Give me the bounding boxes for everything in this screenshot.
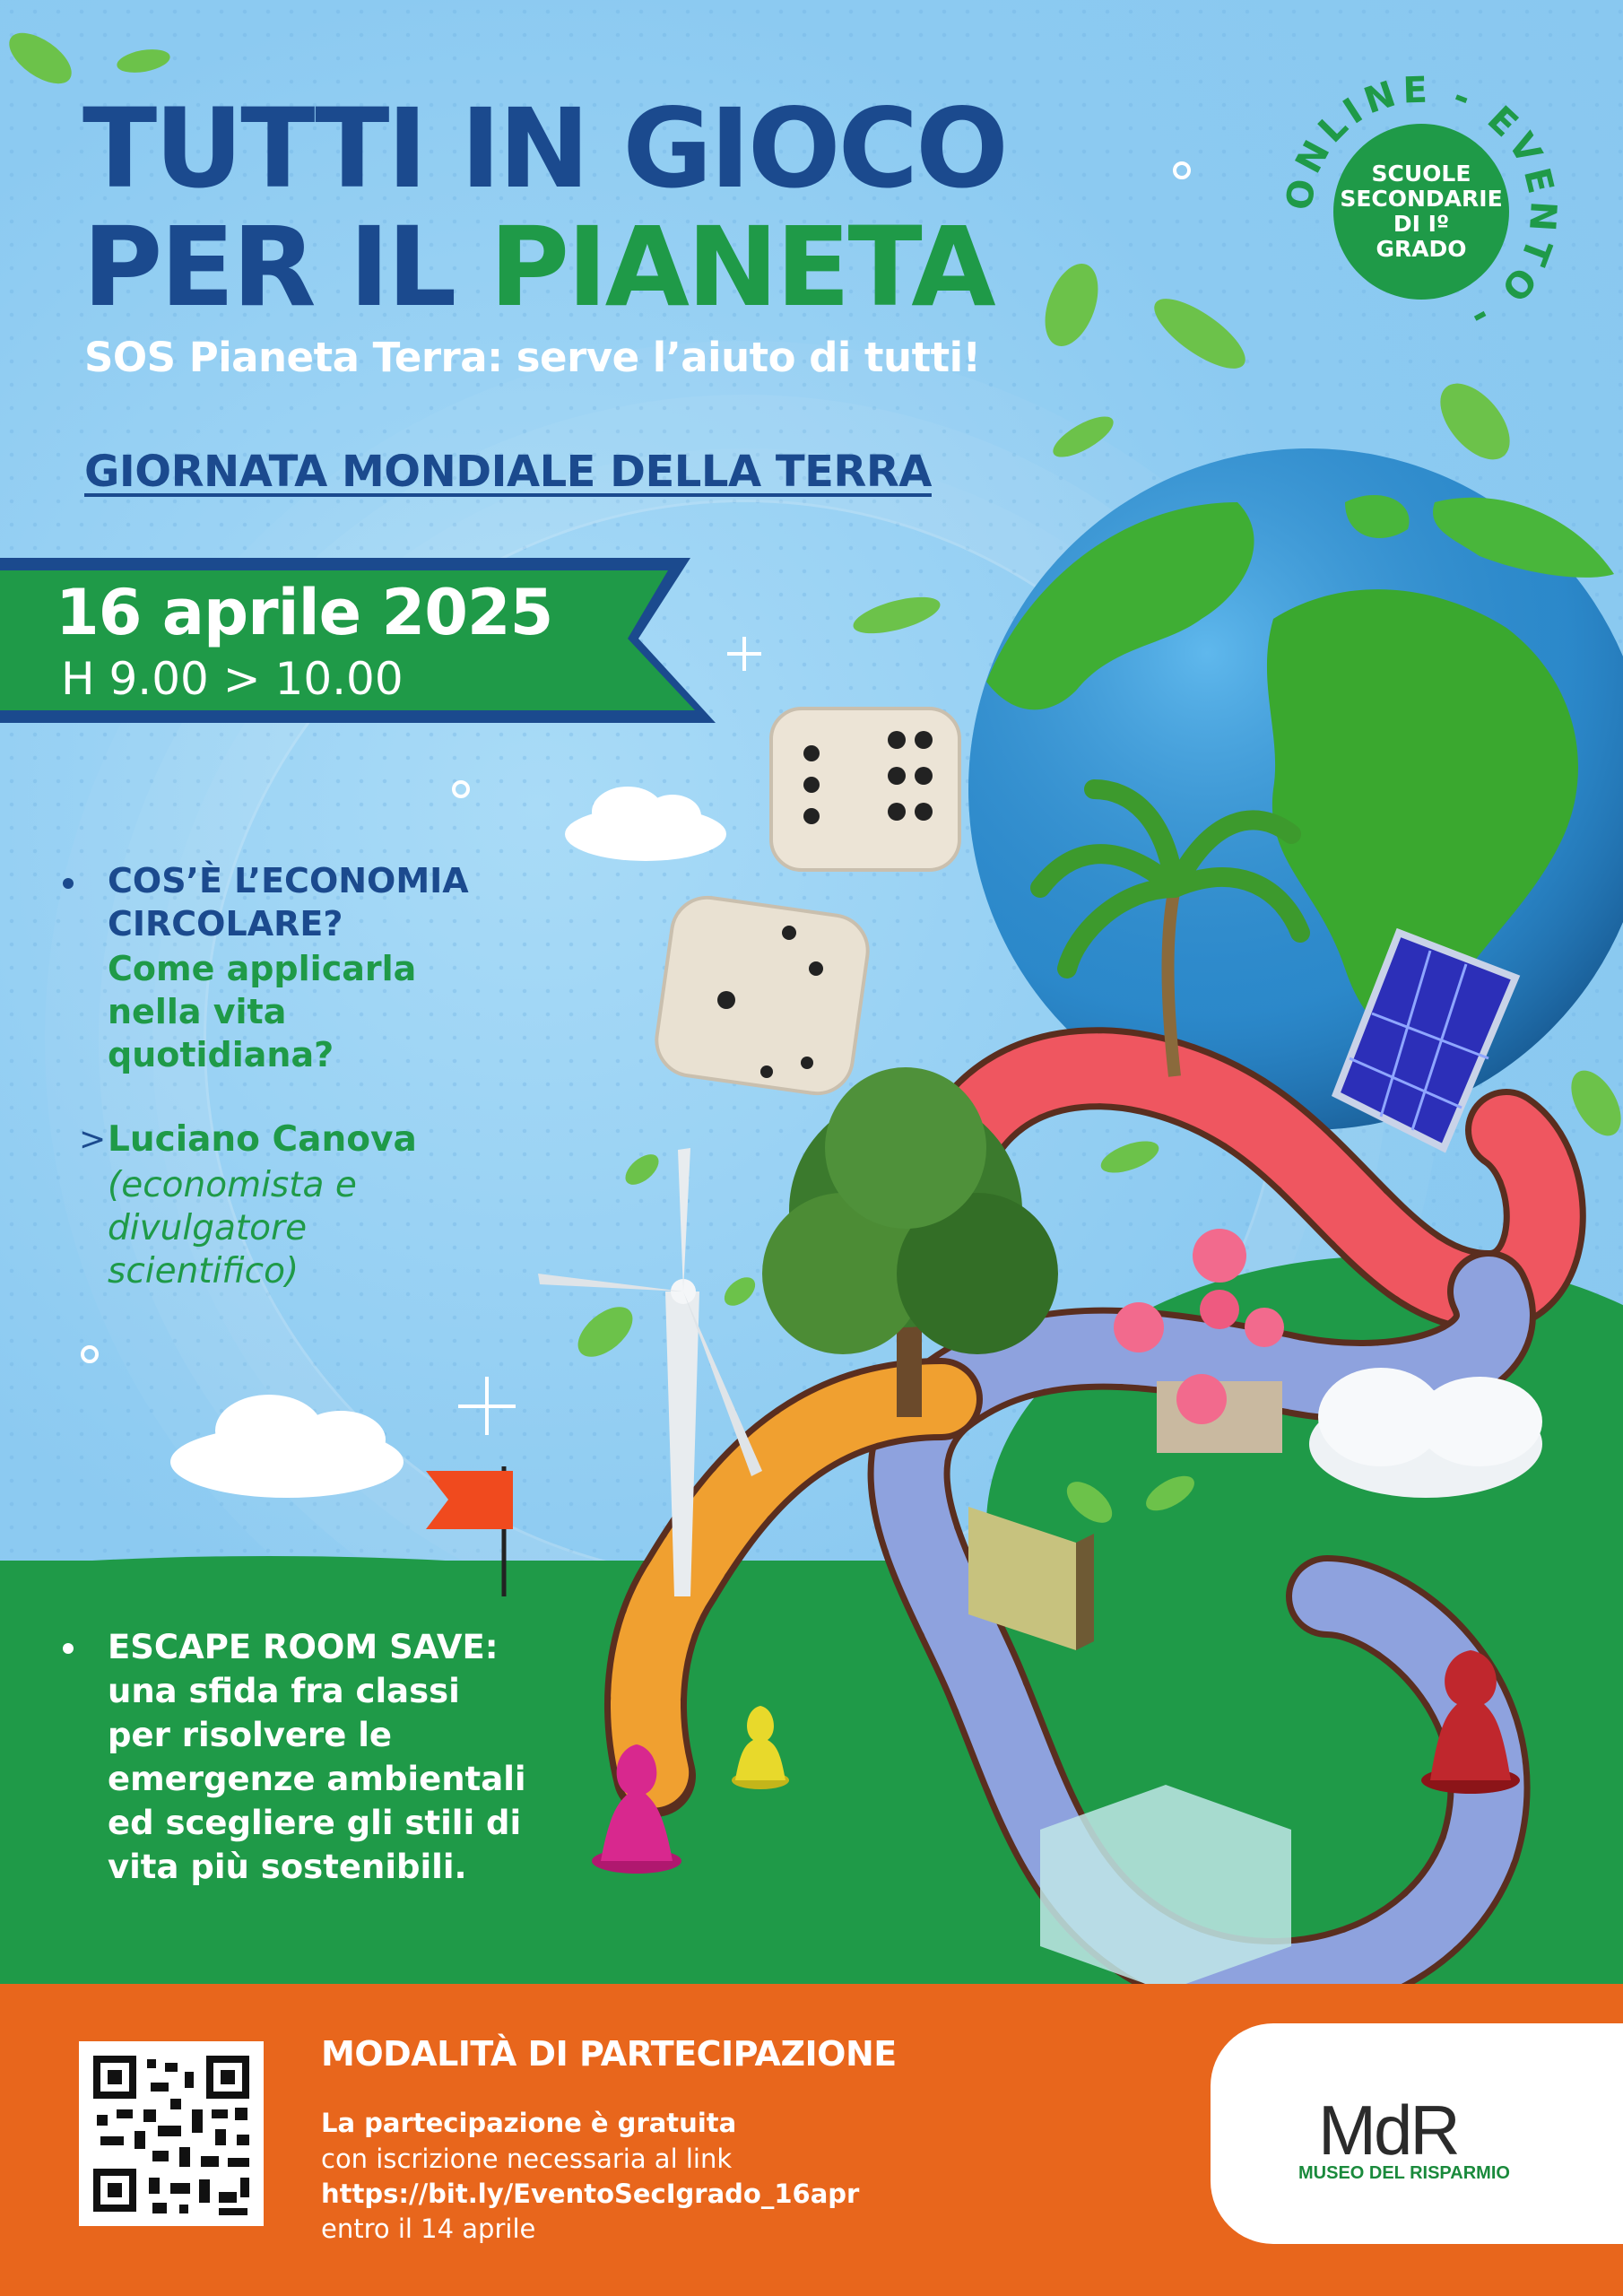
pawn-icon: [732, 1706, 789, 1789]
title-line-1: TUTTI IN GIOCO: [82, 85, 1006, 213]
topic-question: COS’È L’ECONOMIA CIRCOLARE?: [108, 861, 469, 944]
event-date: 16 aprile 2025: [56, 576, 553, 649]
bullet-dot: [63, 878, 74, 889]
logo-mark: MdR: [1318, 2091, 1458, 2170]
svg-text:ONLINE - EVENTO -: ONLINE - EVENTO -: [1278, 69, 1564, 342]
badge-label: [1324, 161, 1519, 262]
flag-icon: [426, 1466, 513, 1596]
cloud-icon: [170, 1395, 404, 1498]
badge-line-1: SCUOLE: [1371, 161, 1471, 187]
topic-subquestion: Come applicarla nella vita quotidiana?: [108, 949, 417, 1074]
title-line-2a: PER IL: [82, 204, 490, 331]
speaker-arrow: >: [79, 1121, 107, 1158]
speaker-name: Luciano Canova: [108, 1119, 417, 1160]
activity-description: ESCAPE ROOM SAVE: una sfida fra classi per risolvere le emergenze ambientali ed scegliere gli stili di vita più sostenibili.: [108, 1628, 526, 1886]
poster-title: [82, 85, 1006, 331]
participation-free: La partecipazione è gratuita: [321, 2108, 737, 2138]
registration-deadline: entro il 14 aprile: [321, 2213, 536, 2244]
bullet-dot: [63, 1643, 74, 1654]
dice-icon: [771, 709, 959, 870]
cloud-icon: [1309, 1368, 1542, 1498]
globe-icon: [968, 448, 1623, 1130]
speaker-role: (economista e divulgatore scientifico): [108, 1165, 357, 1292]
event-name: GIORNATA MONDIALE DELLA TERRA: [84, 447, 932, 497]
badge-line-2: SECONDARIE: [1340, 186, 1503, 212]
dice-icon: [652, 893, 872, 1099]
badge-line-4: GRADO: [1376, 236, 1467, 262]
qr-code-icon: [79, 2041, 264, 2226]
registration-link[interactable]: https://bit.ly/EventoSecIgrado_16apr: [321, 2179, 860, 2209]
logo-caption: MUSEO DEL RISPARMIO: [1298, 2163, 1510, 2183]
participation-note: con iscrizione necessaria al link: [321, 2144, 733, 2174]
participation-heading: MODALITÀ DI PARTECIPAZIONE: [321, 2034, 897, 2074]
cloud-icon: [565, 787, 726, 861]
event-time: H 9.00 > 10.00: [61, 653, 404, 705]
badge-line-3: DI Iº: [1393, 211, 1450, 237]
title-line-2b: PIANETA: [489, 204, 994, 331]
subtitle: SOS Pianeta Terra: serve l’aiuto di tutti!: [84, 334, 981, 381]
